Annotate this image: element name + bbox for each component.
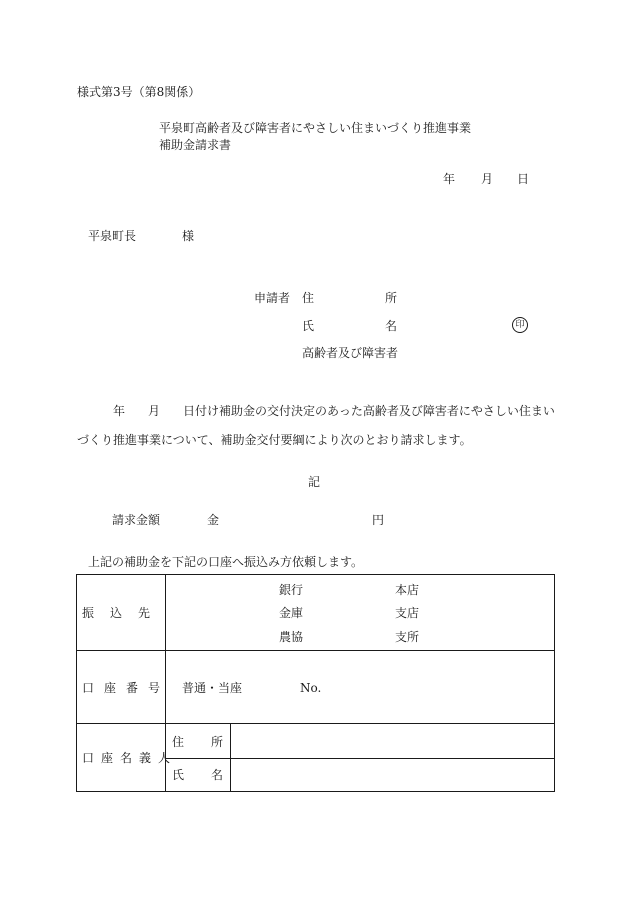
bank-type-shinkin: 金庫 [279,606,304,620]
form-number: 様式第3号（第8関係） [77,85,201,99]
date-month: 月 [481,172,494,186]
table-divider [230,723,231,792]
body-line-1: 日付け補助金の交付決定のあった高齢者及び障害者にやさしい住まい [183,404,555,418]
holder-address-label-1: 住 [172,735,185,749]
applicant-address-label-1: 住 [302,291,315,305]
addressee-honorific: 様 [182,229,195,243]
holder-name-label-2: 名 [211,768,224,782]
body-year: 年 [113,404,126,418]
holder-address-label-2: 所 [211,735,224,749]
table-divider [76,650,555,651]
bank-type-nokyo: 農協 [279,630,304,644]
account-holder-label: 口座名義人 [82,751,178,765]
date-year: 年 [443,172,456,186]
table-divider [76,723,555,724]
amount-yen: 円 [372,513,385,527]
applicant-elderly-disabled: 高齢者及び障害者 [302,346,399,360]
transfer-request: 上記の補助金を下記の口座へ振込み方依頼します。 [88,555,364,569]
addressee-mayor: 平泉町長 [88,229,137,243]
branch-type-office: 支所 [395,630,420,644]
seal-icon: 印 [512,317,528,333]
account-type: 普通・当座 [182,681,243,695]
applicant-label: 申請者 [254,291,291,305]
account-number-label: 口座番号 [82,681,171,695]
amount-kin: 金 [207,513,220,527]
applicant-name-label-2: 名 [385,319,398,333]
account-no-label: No. [300,681,322,695]
title-line-1: 平泉町高齢者及び障害者にやさしい住まいづくり推進事業 [159,121,472,135]
transfer-destination-label: 振込先 [82,606,167,620]
applicant-name-label-1: 氏 [302,319,315,333]
branch-type-branch: 支店 [395,606,420,620]
ki-heading: 記 [308,475,321,489]
table-divider [165,758,555,759]
holder-name-label-1: 氏 [172,768,185,782]
branch-type-head: 本店 [395,583,420,597]
body-line-2: づくり推進事業について、補助金交付要綱により次のとおり請求します。 [77,433,472,447]
amount-label: 請求金額 [112,513,161,527]
title-line-2: 補助金請求書 [159,138,232,152]
date-day: 日 [517,172,530,186]
body-month: 月 [148,404,161,418]
bank-type-bank: 銀行 [279,583,304,597]
applicant-address-label-2: 所 [385,291,398,305]
